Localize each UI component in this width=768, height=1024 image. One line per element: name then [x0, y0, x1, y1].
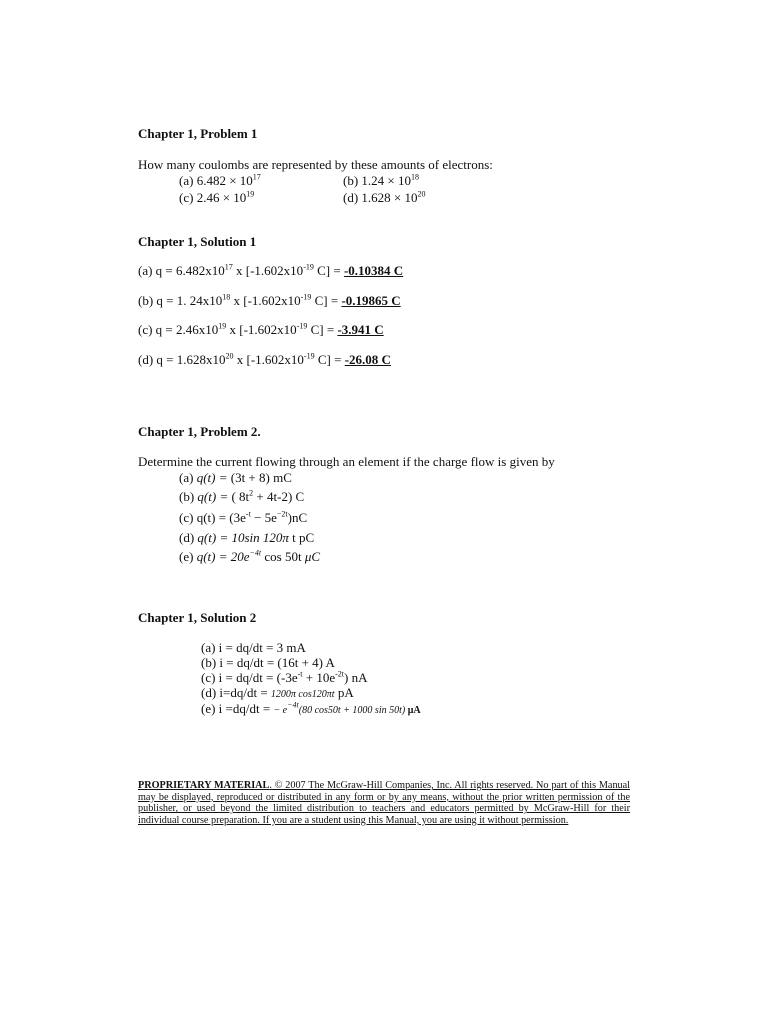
problem1-item-c: (c) $2.46 \times 10^{19}$ [179, 189, 255, 205]
solution2-item-c: (c) $i = dq/dt = (-3e^{-t} + 10e^{-2t})$ nA [201, 669, 368, 685]
problem1-item-b: (b) $1.24 \times 10^{18}$ [343, 172, 420, 188]
solution2-item-b: (b) i = dq/dt = (16t + 4) A [201, 655, 335, 670]
footer-proprietary-label: PROPRIETARY MATERIAL [138, 780, 270, 791]
copyright-footer [138, 780, 630, 826]
solution2-item-a: (a) i = dq/dt = 3 mA [201, 640, 306, 655]
problem2-item-c: (c) $q(t) = (3e^{-t} - 5e^{-2t})nC$ [179, 509, 308, 525]
problem2-item-a: (a) q(t) = (3t + 8) mC [179, 470, 292, 485]
solution2-item-e: (e) i =dq/dt = − $e^{-4t}(80$ cos50t + 1000 sin 50t) μA [201, 700, 421, 716]
solution1-line-c: (c) $q = 2.46x10^{19}$ x [$-1.602x10^{-19}$ C] = -3.941 C [138, 321, 384, 337]
solution1-answer-c: -3.941 C [337, 322, 384, 337]
problem1-item-a: (a) $6.482 \times 10^{17}$ [179, 172, 261, 188]
solution1-line-a: (a) $q = 6.482x10^{17}$ x [$-1.602x10^{-19}$ C] = -0.10384 C [138, 262, 404, 278]
solution1-line-b: (b) q = 1. $24x10^{18}$ x [$-1.602x10^{-19}$ C] = -0.19865 C [138, 292, 401, 308]
solution2-heading: Chapter 1, Solution 2 [138, 610, 257, 625]
problem1-item-d: (d) $1.628 \times 10^{20}$ [343, 189, 426, 205]
solution1-line-d: (d) $q = 1.628x10^{20}$ x [$-1.602x10^{-19}$ C] = -26.08 C [138, 351, 391, 367]
solution1-answer-a: -0.10384 C [343, 263, 404, 278]
footer-notice-text: . © 2007 The McGraw-Hill Companies, Inc. All rights reserved. No part of this Manual may be displayed, reproduced or distributed in any form or by any means, without the prior written permission of the publisher, or used beyond the limited distribution to teachers and educators permitted by McGraw-Hill for their individual course preparation. If you are a student using this Manual, you are using it without permission. [138, 780, 630, 826]
solution2-item-d: (d) i=dq/dt = 1200π cos120πt pA [201, 685, 354, 700]
solution1-heading: Chapter 1, Solution 1 [138, 234, 257, 249]
problem2-item-e: (e) $q(t) = 20e^{-4t}$ cos 50t μC [179, 548, 321, 564]
problem1-heading: Chapter 1, Problem 1 [138, 126, 258, 141]
problem2-intro: Determine the current flowing through an element if the charge flow is given by [138, 454, 555, 469]
problem2-item-b: (b) q(t) = ( $8t^2 + 4t-2$) C [179, 488, 305, 504]
solution1-answer-d: -26.08 C [344, 352, 391, 367]
problem2-heading: Chapter 1, Problem 2. [138, 424, 261, 439]
solution1-answer-b: -0.19865 C [341, 293, 401, 308]
problem1-intro: How many coulombs are represented by these amounts of electrons: [138, 157, 493, 172]
problem2-item-d: (d) q(t) = 10sin 120π t pC [179, 530, 315, 545]
